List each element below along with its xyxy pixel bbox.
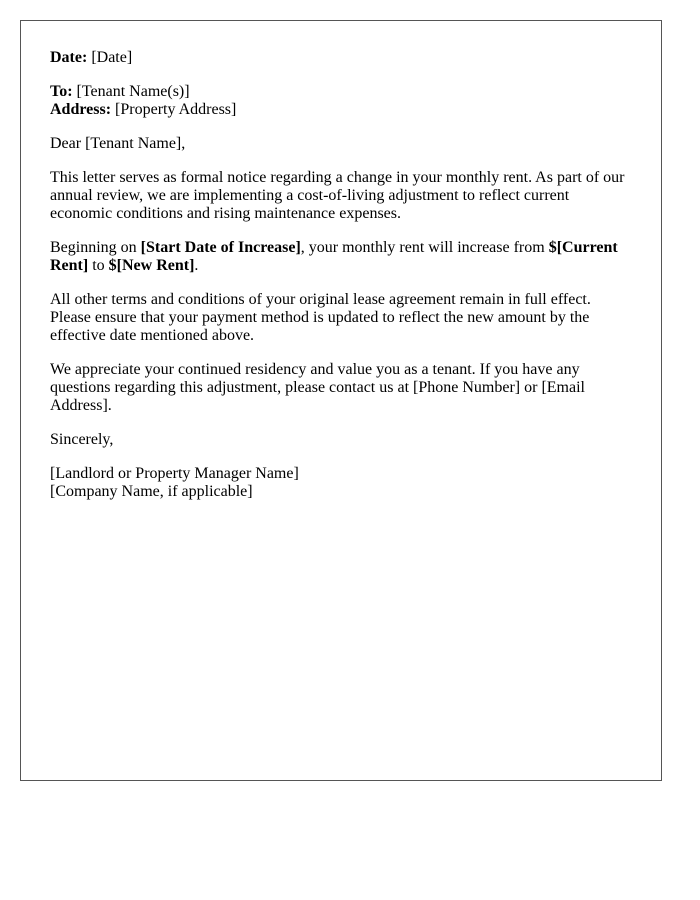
new-rent: $[New Rent] — [108, 257, 195, 274]
text: to — [88, 257, 109, 274]
letter — [20, 20, 662, 781]
to-label: To: — [50, 83, 73, 100]
recipient-block — [50, 83, 632, 119]
paragraph-contact: We appreciate your continued residency and value you as a tenant. If you have any questions regarding this adjustment, please contact us at [Phone Number] or [Email Address]. — [50, 361, 585, 414]
text: . — [194, 257, 199, 274]
signer-name: [Landlord or Property Manager Name] — [50, 465, 299, 482]
company-name: [Company Name, if applicable] — [50, 483, 253, 500]
text: Beginning on — [50, 239, 141, 256]
start-date: [Start Date of Increase] — [140, 239, 301, 256]
current-rent: $[Current Rent] — [50, 239, 618, 274]
paragraph-increase — [50, 239, 632, 275]
address-label: Address: — [50, 101, 112, 118]
paragraph-terms: All other terms and conditions of your original lease agreement remain in full effect. Please ensure that your payment method is updated to reflect the new amount by the effective date mentioned above. — [50, 291, 591, 344]
closing: Sincerely, — [50, 431, 114, 448]
address-value: [Property Address] — [111, 101, 237, 118]
paragraph-notice: This letter serves as formal notice regarding a change in your monthly rent. As part of our annual review, we are implementing a cost-of-living adjustment to reflect current economic conditions and rising maintenance expenses. — [50, 169, 625, 222]
date-line — [50, 49, 632, 67]
to-value: [Tenant Name(s)] — [72, 83, 190, 100]
date-label: Date: — [50, 49, 88, 66]
salutation: Dear [Tenant Name], — [50, 135, 186, 152]
date-value: [Date] — [87, 49, 133, 66]
text: , your monthly rent will increase from — [300, 239, 549, 256]
signature-block — [50, 465, 632, 501]
